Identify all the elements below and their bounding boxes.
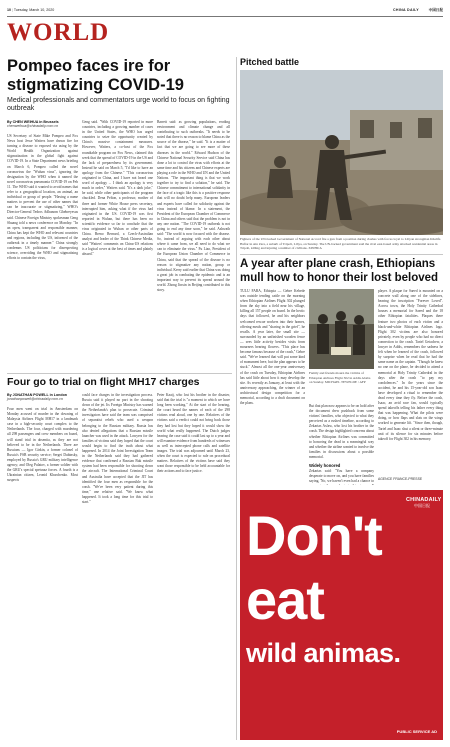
ethiopia-column-1b: But that plan now appears to be on hold after the document drew pushback from some victims' families, who objected to what they perceived as a rushed timeline, according to Zekarias Asfaw, who lost his brother in the crash. The design highlighted concerns about whether Ethiopian Airlines was committed to honoring the dead in a meaningful way and whether the airline wanted to involve the families in discussions about a possible memorial. Widely honored Zekarias said: "You have a company desperate to move on, and you have families saying, 'No, we haven't even had a chance to — [309, 404, 374, 485]
mourners-photo-caption: Family and friends mourn the victims of Ethiopian Airlines Flight 302 in Addis Ababa on Sunday. MICHAEL TEWELDE / AFP — [309, 371, 371, 385]
column-divider — [236, 57, 237, 740]
lead-byline: By CHEN WEIHUA in Brussels — [7, 120, 59, 124]
header-rule — [7, 16, 443, 17]
second-column-2: could face charges in the investigation process. Russia said it played no part in the shooting down of the jet. Its Foreign Ministry has warned the Netherlands's plan to prosecute. Criminal investigators have said the team was comprised of separatist rebels who used a weapon belonging to the Russian military. Russia has also denied allegations that a Russian missile launcher was used in the attack. Lawyers for the families of victims said they hoped that the court would begin to find the truth about what happened. In 2014 the Joint Investigation Team in the Netherlands said they had gathered evidence that confirmed a Russian Buk missile system had been responsible for shooting down the aircraft. The International Criminal Court and Australia have accepted that the JIT has identified the four men as responsible for the crash. "We've been very patient during this time," one relative said. "We know what happened. It took a long time for this trial to start." — [82, 393, 153, 504]
second-column-3: Peter Kaaij, who lost his brother in the disaster, said that the trial is "a moment to which we have long been working." At the start of the hearing, the court heard the names of each of the 298 victims read aloud, one by one. Relatives of the victims said a verdict could not bring back those they had lost but they hoped it would show the world what really happened. The Dutch judges hearing the case said it could last up to a year and will examine evidence from hundreds of witnesses as well as intercepted phone calls and satellite images. The trial was adjourned until March 23, when the court is expected to rule on procedural matters. Relatives of the victims have said they want those responsible to be held accountable for their actions and to face justice. — [157, 393, 230, 474]
second-byline-block — [7, 393, 79, 401]
ethiopia-column-1: TULU FARA, Ethiopia — Gebre Kebede was outside tending cattle on the morning when Ethiopian Airlines Flight 302 plunged from the sky into a field near his village, killing all 157 people on board. In the hectic days that followed, he and his neighbors welcomed rescue workers into their homes, offering meals and "sharing in the grief", he recalls. A year later, the small site — surrounded by an unfinished wooden fence — sees little activity besides visits from mourners bearing flowers. "This place has become famous because of the crash," Gebre said. "We've learned that will put some kind of monument here, but the plan appears to be stuck." Almost all the one-year anniversary of the crash on Tuesday, Ethiopian Airlines has said little about how it may develop the site. As recently as January, at least with the anniversary approaching, the winner of an architectural design competition for a memorial, according to a draft document on the plans. — [240, 289, 305, 406]
ethiopia-column-3: player. A plaque for Saeed is mounted on a concrete wall along one of the sidelines, bearing the inscription "Forever Loved". Across town, the Holy Trinity Cathedral houses a memorial for Saeed and the 18 other Ethiopian fatalities. Plaques there feature two photos of each victim and a black-and-white Ethiopian Airlines logo. Flight 302 victims are also honored privately, even by people who had no direct connection to the crash. Tariel Getachew, a lawyer in Addis, remembers the sadness he felt when he learned of the crash, followed by surprise when he read that he had the same name as the captain. "Though he knew no one on the plane, he decided to attend a memorial at Holy Trinity Cathedral in the days after the crash "to pay my condolences." In the years since the accident, he and his 15-year-old son Isaac have developed a ritual to remember the dead every time they fly. Before the crash, Isaac, an avid race fan, would typically spend takeoffs telling his father every thing that was happening. What the pilots were doing, or how flaps and slats on the wings worked to generate lift. "Since then, though, Tariel and Isaac shut a silent or three-minute unit of its silence for six minutes before takeoff for Flight 302 in his memory. — [378, 289, 443, 441]
lead-headline: Pompeo faces ire for stigmatizing COVID-19 — [7, 57, 184, 94]
ethiopia-credit: AGENCE FRANCE-PRESSE — [378, 477, 423, 481]
second-email: jonathanpowell@chinadaily.com.cn — [7, 397, 63, 401]
section-title: WORLD — [7, 19, 110, 46]
photo-bottom-rule — [240, 254, 443, 255]
second-column-1: Four men went on trial in Amsterdam on Monday accused of murder in the downing of Malaysia Airlines Flight MH17 in a landmark case in a high-security court complex to the Netherlands. The four, charged with murdering all 298 passengers and crew members on board, will stand trial in absentia, as they are not believed to be in the Netherlands. Three are Russians — Igor Girkin, a former colonel of Russia's FSB security service; Sergei Dubinsky, employed by Russia's GRU military intelligence agency; and Oleg Pulatov, a former soldier with the GRU's special spetsnaz forces. A fourth is a Ukrainian citizen, Leonid Kharchenko. Most suspects — [7, 407, 78, 483]
ethiopia-subhead: Widely honored — [309, 463, 341, 469]
ad-footer: PUBLIC SERVICE AD — [396, 729, 437, 734]
lead-email: chenweihua@chinadaily.com.cn — [7, 124, 59, 128]
battle-photo-scene — [240, 70, 443, 235]
ad-panel — [240, 490, 443, 740]
ad-line-3: wild animas. — [246, 638, 401, 668]
second-byline: By JONATHAN POWELL in London — [7, 393, 67, 397]
ad-logo-cn: 中国日报 — [414, 503, 430, 508]
mourners-photo — [309, 289, 374, 369]
ethiopia-headline: A year after plane crash, Ethiopians mull how to honor their lost beloved — [240, 258, 439, 284]
paper-name: CHINA DAILY — [393, 8, 419, 12]
lead-bottom-rule — [7, 373, 232, 374]
ad-logo-text: CHINADAILY — [406, 497, 442, 503]
page-number: 10 — [7, 8, 11, 12]
ethiopia-column-2-text: Zekarias said: "You have a company desperate to move on, and you have families saying, 'No, we haven't even had a chance to — [309, 469, 374, 484]
ad-line-1: Don't — [246, 504, 382, 567]
lead-column-1: US Secretary of State Mike Pompeo and Fox News host Jesse Watters have drawn fire for turning a disease to exposed via using by the World Health Organization against stigmatization in the global fight against COVID-19. In a State Department news briefing on March 6, Pompeo called the novel coronavirus the "Wuhan virus", ignoring the designation by the WHO when it named the novel coronavirus pneumonia COVID-19 on Feb 11. The WHO said it wanted to avoid names that refer to a geographical location, an animal, an individual or group of people. "Having a name matters to prevent the use of other names that can be inaccurate or stigmatizing," WHO's Director-General Tedros Adhanom Ghebreyesus said. Chinese Foreign Ministry spokesman Geng Shuang told a news conference on Monday: "In an open, transparent and responsible manner, China has kept the WHO and relevant countries and regions, including the US, informed of the outbreak in a timely manner." China strongly condemns US politicians for disrespecting science, overriding the WHO and stigmatizing efforts to contain the virus, — [7, 134, 78, 261]
lead-column-3: Barrett said: as growing populations, eroding environment and climate change and all contributing to such outbreaks. "It needs to be noted that there is no reason to blame China as the source of the disease," he said. "It is a matter of fact that we are going to see more of these diseases in the world." Edward Hudson of the Chinese National Security Service said China has done a lot to control the virus with efforts at the same time and his citizens and Chinese experts are playing a role in the WHO and UN and the United Nations. "The important thing is that we work together to try to find a solution," he said. The Chinese commitment to international solidarity in the face of a tragic like this is a positive response that will no doubt help many. European leaders and experts have called for solidarity against the virus instead of blame. In a statement, the President of the European Chamber of Commerce in China and others said that the problem is not in any one nation. "The COVID-19 outbreak is not going to end any time soon," he said. Ashwath said: "The world is now focused with the disease. So, instead of arguing with each other about where it came from, we all need to do what we can to eliminate the virus." Fu Liao, President of the European Union Chamber of Commerce in China, said that the spread of the disease is no reason to stigmatize any nation, group or individual. Kerry said earlier that China was doing a great job in combating the epidemic and is an important way to prevent its spread around the world. Zhong Jinxin in Beijing contributed to this story. — [157, 120, 230, 293]
paper-name-cn: 中国日报 — [428, 8, 443, 12]
page-header — [7, 8, 443, 16]
battle-photo — [240, 70, 443, 235]
battle-photo-caption: Fighters of the UN-backed Government of National Accord fire a gun from a position during clashes with forces loyal to Libyan strongman Khalifa Haftar in Ain Zara, a suburb of Tripoli, Libya, on Sunday. The UN-backed government said the rival east-based army attacked residential areas in Tripoli, killing and injuring a number of civilians. XINHUA — [240, 237, 441, 251]
lead-column-2: Geng said. "With COVID-19 reported in more countries, including a growing number of cases in the United States, the WHO has urged countries to seize the opportunity created by China's massive containment measures. However, Watters, a co-host of the Fox roundtable program on Fox News, claimed this week that the spread of COVID-19 in the US and the lack of preparedness by its government. Instead he said on March 5, "I'd like to have an apology from the Chinese." "This coronavirus originated in China, and I have not heard one word of apology ... I think an apology is very much in order," Watters said. "It's a dark joke," he said, while other participants of the program chuckled. Dena Pelton, a professor, mother of three and former White House press secretary, interrupted him, asking what if the virus had originated in the US. COVID-19 was first reported in Wuhan, but there has been no scientific evidence so far to conclude that the virus originated in Wuhan or other parts of China. Breno Bernard, a Czech-Australian analyst and leader of the Think Chinese Media, said "Watters' comments on China-US relations is a logical cover at the best of times and plainly absurd." — [82, 120, 153, 257]
lead-deck: Medical professionals and commentators urge world to focus on fighting outbreak — [7, 97, 230, 113]
mourners-photo-scene — [309, 289, 374, 369]
page-separator: | — [12, 8, 14, 12]
photo-label: Pitched battle — [240, 57, 300, 67]
lead-byline-block — [7, 120, 79, 128]
page-date: Tuesday, March 10, 2020 — [13, 8, 55, 12]
second-headline: Four go to trial on flight MH17 charges — [7, 376, 200, 388]
ad-logo — [406, 497, 442, 509]
ad-line-2: eat — [246, 568, 324, 631]
